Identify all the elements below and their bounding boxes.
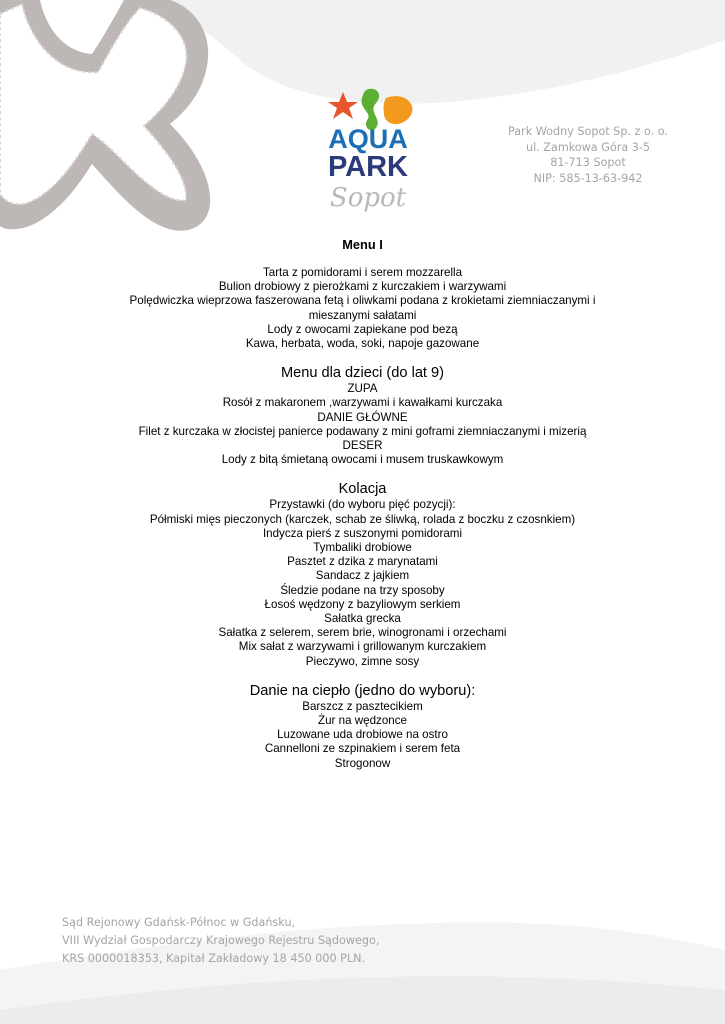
menu-item: Cannelloni ze szpinakiem i serem feta	[264, 742, 461, 756]
company-name: Park Wodny Sopot Sp. z o. o.	[508, 125, 668, 138]
menu-item: Półmiski mięs pieczonych (karczek, schab ze śliwką, rolada z boczku z czosnkiem)	[149, 512, 576, 526]
menu-item: Śledzie podane na trzy sposoby	[280, 583, 445, 597]
orange-fish-icon	[384, 96, 413, 124]
menu-item: Żur na wędzonce	[318, 714, 407, 728]
company-address	[500, 124, 676, 186]
kids-menu-title: Menu dla dzieci (do lat 9)	[280, 365, 445, 382]
menu-1-title: Menu I	[342, 237, 383, 252]
starfish-icon	[0, 0, 210, 231]
menu-item: Bulion drobiowy z pierożkami z kurczakiem i warzywami	[218, 280, 507, 294]
menu-item: Barszcz z pasztecikiem	[302, 699, 423, 713]
company-nip: NIP: 585-13-63-942	[533, 171, 643, 185]
menu-item: ZUPA	[347, 382, 378, 396]
footer-department: VIII Wydział Gospodarczy Krajowego Rejestru Sądowego,	[62, 934, 380, 947]
menu-item: Przystawki (do wyboru pięć pozycji):	[269, 498, 456, 512]
menu-item: Rosół z makaronem ,warzywami i kawałkami kurczaka	[222, 396, 503, 410]
menu-item: Lody z bitą śmietaną owocami i musem truskawkowym	[221, 453, 504, 467]
footer-krs: KRS 0000018353, Kapitał Zakładowy 18 450 000 PLN.	[62, 952, 366, 965]
menu-item: Sałatka grecka	[324, 612, 401, 626]
menu-item: Pasztet z dzika z marynatami	[287, 555, 438, 569]
menu-item: DESER	[342, 439, 383, 453]
menu-item: Polędwiczka wieprzowa faszerowana fetą i oliwkami podana z krokietami ziemniaczanymi i mieszanymi sałatami	[129, 294, 596, 322]
menu-item: Sandacz z jajkiem	[315, 569, 410, 583]
top-wave-shape	[150, 0, 725, 104]
menu-item: Strogonow	[334, 756, 391, 770]
kolacja-title: Kolacja	[338, 481, 387, 498]
logo-park: PARK	[327, 151, 409, 183]
footer-court: Sąd Rejonowy Gdańsk-Północ w Gdańsku,	[62, 916, 296, 929]
hot-dish-title: Danie na ciepło (jedno do wyboru):	[249, 682, 476, 699]
menu-item: Pieczywo, zimne sosy	[305, 654, 420, 668]
menu-item: DANIE GŁÓWNE	[317, 410, 408, 424]
menu-item: Kawa, herbata, woda, soki, napoje gazowane	[245, 337, 480, 351]
logo-sopot: Sopot	[329, 183, 407, 213]
red-starfish-icon	[328, 92, 358, 119]
menu-item: Filet z kurczaka w złocistej panierce podawany z mini goframi ziemniaczanymi i mizerią	[138, 424, 587, 438]
company-street: ul. Zamkowa Góra 3-5	[525, 140, 650, 154]
menu-item: Tarta z pomidorami i serem mozzarella	[262, 266, 463, 279]
menu-item: Łosoś wędzony z bazyliowym serkiem	[264, 597, 461, 611]
menu-content	[0, 237, 725, 771]
menu-item: Lody z owocami zapiekane pod bezą	[267, 322, 458, 336]
menu-item: Mix sałat z warzywami i grillowanym kurczakiem	[238, 640, 487, 654]
menu-item: Tymbaliki drobiowe	[313, 541, 412, 555]
aquapark-sopot-logo	[308, 84, 428, 216]
menu-item: Luzowane uda drobiowe na ostro	[277, 728, 448, 742]
company-city: 81-713 Sopot	[550, 156, 626, 169]
logo-aqua: AQUA	[328, 124, 408, 154]
menu-item: Sałatka z selerem, serem brie, winogronami i orzechami	[218, 626, 507, 640]
footer-registry	[62, 914, 379, 968]
menu-item: Indycza pierś z suszonymi pomidorami	[262, 526, 463, 540]
